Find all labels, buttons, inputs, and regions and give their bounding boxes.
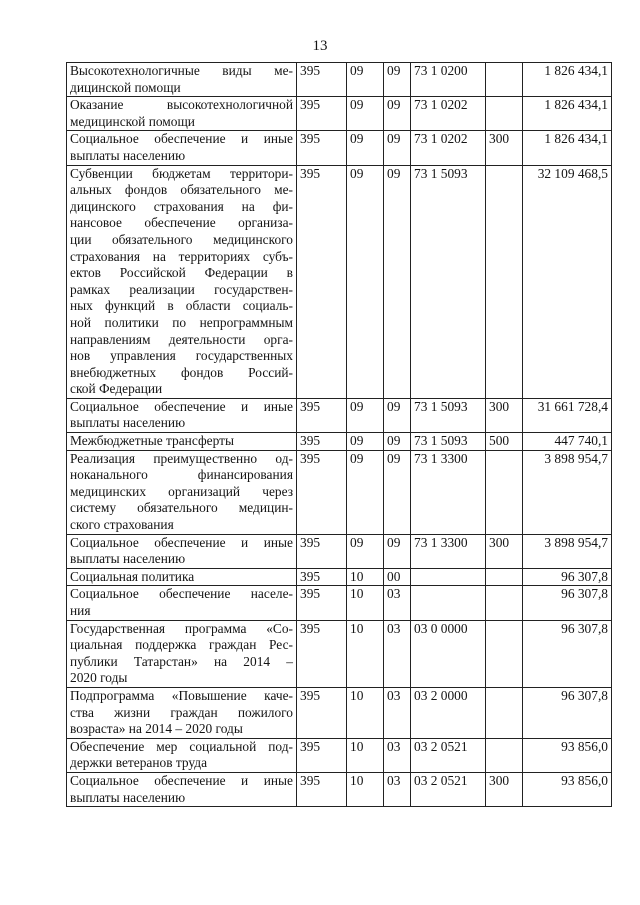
row-name-line: ноканального финансирования bbox=[70, 467, 293, 483]
row-name-line: Межбюджетные трансферты bbox=[70, 433, 234, 449]
row-name-line: рамках реализации государствен- bbox=[70, 281, 293, 297]
subsection-code-cell: 09 bbox=[384, 165, 411, 398]
target-article-cell: 73 1 5093 bbox=[411, 165, 486, 398]
ministry-code-cell: 395 bbox=[297, 433, 347, 451]
row-name-line: ной политики по непрограммным bbox=[70, 314, 293, 330]
row-name-line: Высокотехнологичные виды ме- bbox=[70, 63, 293, 78]
expense-type-cell: 300 bbox=[486, 534, 523, 568]
ministry-code-cell: 395 bbox=[297, 738, 347, 772]
table-row bbox=[67, 165, 612, 398]
table-row bbox=[67, 534, 612, 568]
subsection-code-cell: 09 bbox=[384, 534, 411, 568]
subsection-code-cell: 00 bbox=[384, 568, 411, 586]
subsection-code-cell: 09 bbox=[384, 63, 411, 97]
section-code-cell: 09 bbox=[347, 433, 384, 451]
row-name-line: Социальное обеспечение и иные bbox=[70, 534, 293, 550]
row-name-line: ства жизни граждан пожилого bbox=[70, 704, 293, 720]
amount-cell: 93 856,0 bbox=[523, 772, 612, 806]
table-row bbox=[67, 398, 612, 432]
subsection-code-cell: 03 bbox=[384, 738, 411, 772]
ministry-code-cell: 395 bbox=[297, 620, 347, 687]
expense-type-cell: 300 bbox=[486, 398, 523, 432]
table-row bbox=[67, 450, 612, 534]
row-name-line: ции обязательного медицинского bbox=[70, 231, 293, 247]
row-name-cell bbox=[67, 687, 297, 738]
table-row bbox=[67, 620, 612, 687]
row-name-cell bbox=[67, 586, 297, 620]
target-article-cell: 73 1 0202 bbox=[411, 97, 486, 131]
section-code-cell: 09 bbox=[347, 398, 384, 432]
target-article-cell: 03 2 0521 bbox=[411, 738, 486, 772]
subsection-code-cell: 03 bbox=[384, 687, 411, 738]
amount-cell: 3 898 954,7 bbox=[523, 534, 612, 568]
amount-cell: 96 307,8 bbox=[523, 568, 612, 586]
expense-type-cell bbox=[486, 97, 523, 131]
row-name-line: Социальное обеспечение и иные bbox=[70, 772, 293, 788]
row-name-cell bbox=[67, 165, 297, 398]
row-name-cell bbox=[67, 568, 297, 586]
row-name-line: дицинского страхования на фи- bbox=[70, 198, 293, 214]
row-name-line: Подпрограмма «Повышение каче- bbox=[70, 687, 293, 703]
target-article-cell: 73 1 0202 bbox=[411, 131, 486, 165]
table-row bbox=[67, 738, 612, 772]
row-name-line: 2020 годы bbox=[70, 670, 128, 686]
target-article-cell: 03 2 0521 bbox=[411, 772, 486, 806]
section-code-cell: 09 bbox=[347, 534, 384, 568]
row-name-line: Обеспечение мер социальной под- bbox=[70, 738, 293, 754]
ministry-code-cell: 395 bbox=[297, 772, 347, 806]
table-row bbox=[67, 772, 612, 806]
row-name-line: нансовое обеспечение организа- bbox=[70, 215, 293, 231]
row-name-line: выплаты населению bbox=[70, 551, 186, 567]
ministry-code-cell: 395 bbox=[297, 398, 347, 432]
row-name-line: страхования на территориях субъ- bbox=[70, 248, 293, 264]
row-name-line: альных фондов обязательного ме- bbox=[70, 182, 293, 198]
expense-type-cell: 300 bbox=[486, 772, 523, 806]
row-name-line: Социальное обеспечение и иные bbox=[70, 398, 293, 414]
amount-cell: 96 307,8 bbox=[523, 687, 612, 738]
ministry-code-cell: 395 bbox=[297, 586, 347, 620]
amount-cell: 1 826 434,1 bbox=[523, 131, 612, 165]
row-name-line: ектов Российской Федерации в bbox=[70, 265, 293, 281]
table-row bbox=[67, 586, 612, 620]
row-name-line: ных функций в области социаль- bbox=[70, 298, 293, 314]
amount-cell: 31 661 728,4 bbox=[523, 398, 612, 432]
expense-type-cell bbox=[486, 568, 523, 586]
row-name-line: выплаты населению bbox=[70, 789, 186, 805]
target-article-cell: 73 1 5093 bbox=[411, 398, 486, 432]
row-name-cell bbox=[67, 97, 297, 131]
ministry-code-cell: 395 bbox=[297, 568, 347, 586]
section-code-cell: 09 bbox=[347, 63, 384, 97]
target-article-cell: 73 1 0200 bbox=[411, 63, 486, 97]
amount-cell: 1 826 434,1 bbox=[523, 63, 612, 97]
ministry-code-cell: 395 bbox=[297, 165, 347, 398]
row-name-line: ского страхования bbox=[70, 517, 174, 533]
table-row bbox=[67, 687, 612, 738]
row-name-line: Оказание высокотехнологичной bbox=[70, 97, 293, 113]
amount-cell: 96 307,8 bbox=[523, 620, 612, 687]
amount-cell: 1 826 434,1 bbox=[523, 97, 612, 131]
expense-type-cell bbox=[486, 450, 523, 534]
row-name-cell bbox=[67, 433, 297, 451]
ministry-code-cell: 395 bbox=[297, 450, 347, 534]
target-article-cell: 03 2 0000 bbox=[411, 687, 486, 738]
row-name-line: Субвенции бюджетам территори- bbox=[70, 165, 293, 181]
row-name-line: ния bbox=[70, 603, 91, 618]
subsection-code-cell: 09 bbox=[384, 433, 411, 451]
row-name-line: медицинских организаций через bbox=[70, 483, 293, 499]
row-name-line: публики Татарстан» на 2014 – bbox=[70, 653, 293, 669]
subsection-code-cell: 09 bbox=[384, 398, 411, 432]
row-name-line: направлениям деятельности орга- bbox=[70, 331, 293, 347]
section-code-cell: 10 bbox=[347, 568, 384, 586]
section-code-cell: 09 bbox=[347, 97, 384, 131]
row-name-line: возраста» на 2014 – 2020 годы bbox=[70, 721, 243, 737]
table-body bbox=[67, 63, 612, 807]
section-code-cell: 10 bbox=[347, 687, 384, 738]
expense-type-cell bbox=[486, 687, 523, 738]
row-name-line: циальная поддержка граждан Рес- bbox=[70, 637, 293, 653]
expense-type-cell bbox=[486, 165, 523, 398]
subsection-code-cell: 03 bbox=[384, 772, 411, 806]
section-code-cell: 10 bbox=[347, 586, 384, 620]
row-name-line: выплаты населению bbox=[70, 147, 186, 163]
row-name-line: Государственная программа «Со- bbox=[70, 620, 293, 636]
ministry-code-cell: 395 bbox=[297, 534, 347, 568]
row-name-line: Социальное обеспечение населе- bbox=[70, 586, 293, 602]
target-article-cell: 73 1 3300 bbox=[411, 450, 486, 534]
row-name-line: Реализация преимущественно од- bbox=[70, 450, 293, 466]
amount-cell: 93 856,0 bbox=[523, 738, 612, 772]
table-row bbox=[67, 131, 612, 165]
ministry-code-cell: 395 bbox=[297, 687, 347, 738]
row-name-line: дицинской помощи bbox=[70, 79, 181, 95]
row-name-cell bbox=[67, 620, 297, 687]
row-name-cell bbox=[67, 450, 297, 534]
budget-table bbox=[66, 62, 612, 807]
row-name-line: медицинской помощи bbox=[70, 113, 195, 129]
expense-type-cell: 500 bbox=[486, 433, 523, 451]
row-name-cell bbox=[67, 131, 297, 165]
subsection-code-cell: 03 bbox=[384, 620, 411, 687]
row-name-cell bbox=[67, 738, 297, 772]
page-number: 13 bbox=[312, 38, 328, 54]
subsection-code-cell: 09 bbox=[384, 97, 411, 131]
row-name-cell bbox=[67, 772, 297, 806]
section-code-cell: 10 bbox=[347, 738, 384, 772]
subsection-code-cell: 09 bbox=[384, 131, 411, 165]
table-row bbox=[67, 63, 612, 97]
ministry-code-cell: 395 bbox=[297, 97, 347, 131]
row-name-line: систему обязательного медицин- bbox=[70, 500, 293, 516]
section-code-cell: 10 bbox=[347, 620, 384, 687]
expense-type-cell bbox=[486, 586, 523, 620]
amount-cell: 96 307,8 bbox=[523, 586, 612, 620]
subsection-code-cell: 09 bbox=[384, 450, 411, 534]
row-name-line: нов управления государственных bbox=[70, 348, 293, 364]
subsection-code-cell: 03 bbox=[384, 586, 411, 620]
target-article-cell bbox=[411, 568, 486, 586]
target-article-cell: 03 0 0000 bbox=[411, 620, 486, 687]
section-code-cell: 10 bbox=[347, 772, 384, 806]
target-article-cell bbox=[411, 586, 486, 620]
section-code-cell: 09 bbox=[347, 165, 384, 398]
target-article-cell: 73 1 5093 bbox=[411, 433, 486, 451]
amount-cell: 447 740,1 bbox=[523, 433, 612, 451]
table-row bbox=[67, 568, 612, 586]
ministry-code-cell: 395 bbox=[297, 63, 347, 97]
expense-type-cell: 300 bbox=[486, 131, 523, 165]
target-article-cell: 73 1 3300 bbox=[411, 534, 486, 568]
row-name-cell bbox=[67, 63, 297, 97]
expense-type-cell bbox=[486, 63, 523, 97]
section-code-cell: 09 bbox=[347, 450, 384, 534]
table-row bbox=[67, 433, 612, 451]
row-name-line: выплаты населению bbox=[70, 415, 186, 431]
row-name-cell bbox=[67, 534, 297, 568]
row-name-line: ской Федерации bbox=[70, 381, 163, 397]
row-name-line: держки ветеранов труда bbox=[70, 755, 208, 771]
table-row bbox=[67, 97, 612, 131]
amount-cell: 3 898 954,7 bbox=[523, 450, 612, 534]
expense-type-cell bbox=[486, 620, 523, 687]
amount-cell: 32 109 468,5 bbox=[523, 165, 612, 398]
section-code-cell: 09 bbox=[347, 131, 384, 165]
ministry-code-cell: 395 bbox=[297, 131, 347, 165]
expense-type-cell bbox=[486, 738, 523, 772]
row-name-line: Социальная политика bbox=[70, 568, 195, 584]
row-name-line: внебюджетных фондов Россий- bbox=[70, 364, 293, 380]
row-name-line: Социальное обеспечение и иные bbox=[70, 131, 293, 147]
row-name-cell bbox=[67, 398, 297, 432]
